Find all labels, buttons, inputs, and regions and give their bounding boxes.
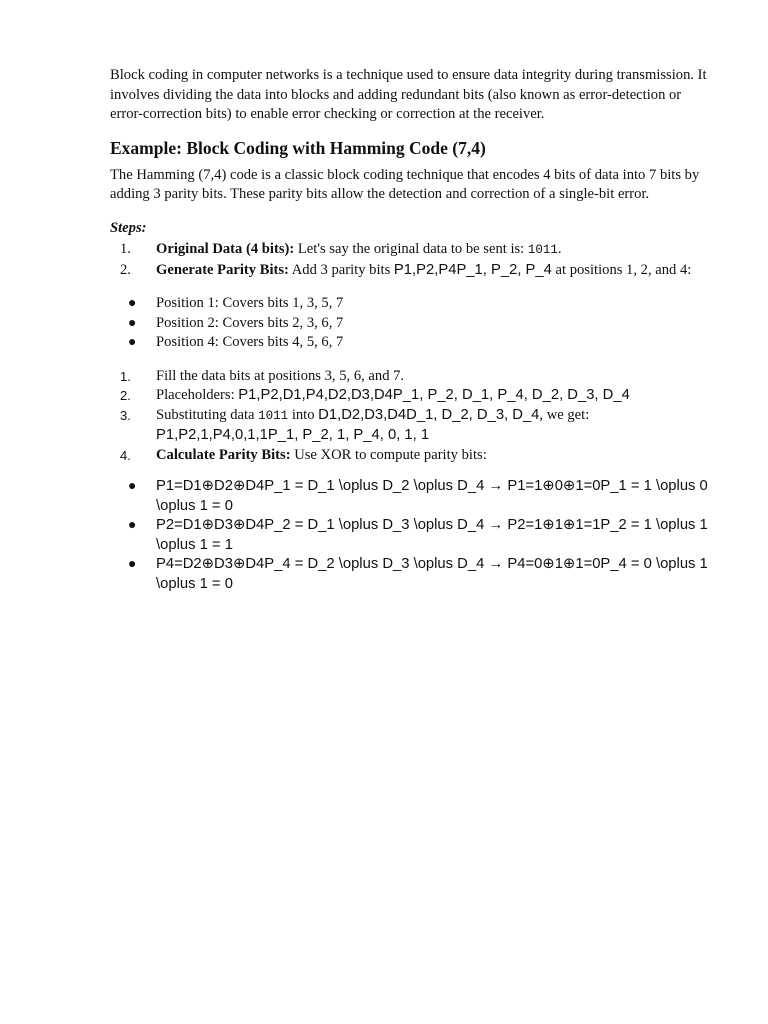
step-placeholders — [110, 386, 710, 406]
data-code: 1011 — [527, 243, 558, 257]
bullet-icon: ● — [128, 518, 137, 533]
step-number: 1. — [120, 368, 131, 384]
data-code: 1011 — [258, 408, 289, 423]
positions-list — [110, 294, 710, 353]
step-number: 3. — [120, 407, 131, 423]
formula-p1: ● P1=D1⊕D2⊕D4P_1 = D_1 \oplus D_2 \oplus D_4 → P1=1⊕0⊕1=0P_1 = 1 \oplus 0 \oplus 1 = 0 — [128, 478, 708, 514]
intro-paragraph: Block coding in computer networks is a technique used to ensure data integrity during transmission. It involves dividing the data into blocks and adding redundant bits (also known as error-detection or error-correction bits) to enable error checking or correction at the receiver. — [110, 67, 707, 122]
step-text: Placeholders: — [156, 387, 239, 403]
formula-p4: ● P4=D2⊕D3⊕D4P_4 = D_2 \oplus D_3 \oplus D_4 → P4=0⊕1⊕1=0P_4 = 0 \oplus 1 \oplus 1 = 0 — [128, 556, 708, 592]
result-math: P1,P2,1,P4,0,1,1P_1, P_2, 1, P_4, 0, 1, 1 — [156, 427, 430, 443]
step-title: Original Data (4 bits): — [156, 241, 295, 257]
placeholder-math: P1,P2,D1,P4,D2,D3,D4P_1, P_2, D_1, P_4, D_2, D_3, D_4 — [238, 387, 630, 403]
step-fill-data — [110, 367, 710, 387]
bullet-icon: ● — [128, 296, 137, 311]
step-substitute: 3. Substituting data 1011 into D1,D2,D3,D4D_1, D_2, D_3, D_4, we get: P1,P2,1,P4,0,1,1P_1, P_2, 1, P_4, 0, 1, 1 — [120, 406, 590, 443]
formula-p2: ● P2=D1⊕D3⊕D4P_2 = D_1 \oplus D_3 \oplus D_4 → P2=1⊕1⊕1=1P_2 = 1 \oplus 1 \oplus 1 = 1 — [128, 517, 708, 553]
list-item: ● Position 4: Covers bits 4, 5, 6, 7 — [110, 333, 710, 353]
step-number: 1. — [120, 241, 131, 257]
step-title: Calculate Parity Bits: — [156, 446, 291, 463]
step-original-data — [110, 240, 710, 261]
data-bits-math: D1,D2,D3,D4D_1, D_2, D_3, D_4 — [318, 406, 540, 423]
step-text: Add 3 parity bits — [288, 261, 394, 278]
step-number: 2. — [120, 261, 131, 278]
step-number: 4. — [120, 447, 131, 463]
steps-label: Steps: — [110, 219, 147, 236]
formula-list — [110, 477, 710, 594]
hamming-description: The Hamming (7,4) code is a classic block coding technique that encodes 4 bits of data into 7 bits by adding 3 parity bits. These parity bits allow the detection and correction of a single-bit error. — [110, 166, 700, 202]
step-number: 2. — [120, 388, 131, 403]
step-title: Generate Parity Bits: — [156, 261, 289, 278]
list-item: ● Position 1: Covers bits 1, 3, 5, 7 — [110, 294, 710, 314]
list-item: ● Position 2: Covers bits 2, 3, 6, 7 — [110, 314, 710, 334]
step-tail: . — [557, 241, 562, 257]
bullet-icon: ● — [128, 557, 137, 572]
step-text: Use XOR to compute parity bits: — [290, 446, 487, 463]
steps-list-2 — [110, 367, 710, 466]
bullet-icon: ● — [128, 479, 137, 494]
bullet-icon: ● — [128, 315, 137, 331]
step-text: Substituting data — [156, 406, 259, 423]
document-body — [110, 66, 710, 594]
step-text: Let's say the original data to be sent is: — [294, 241, 528, 257]
step-generate-parity — [110, 261, 710, 281]
steps-list-1 — [110, 240, 710, 280]
step-calculate-parity — [110, 446, 710, 466]
step-tail: at positions 1, 2, and 4: — [551, 261, 692, 278]
bullet-icon: ● — [128, 335, 137, 350]
section-heading: Example: Block Coding with Hamming Code (7,4) — [110, 137, 486, 158]
parity-math: P1,P2,P4P_1, P_2, P_4 — [393, 261, 552, 278]
step-text: Fill the data bits at positions 3, 5, 6, and 7. — [156, 367, 405, 384]
